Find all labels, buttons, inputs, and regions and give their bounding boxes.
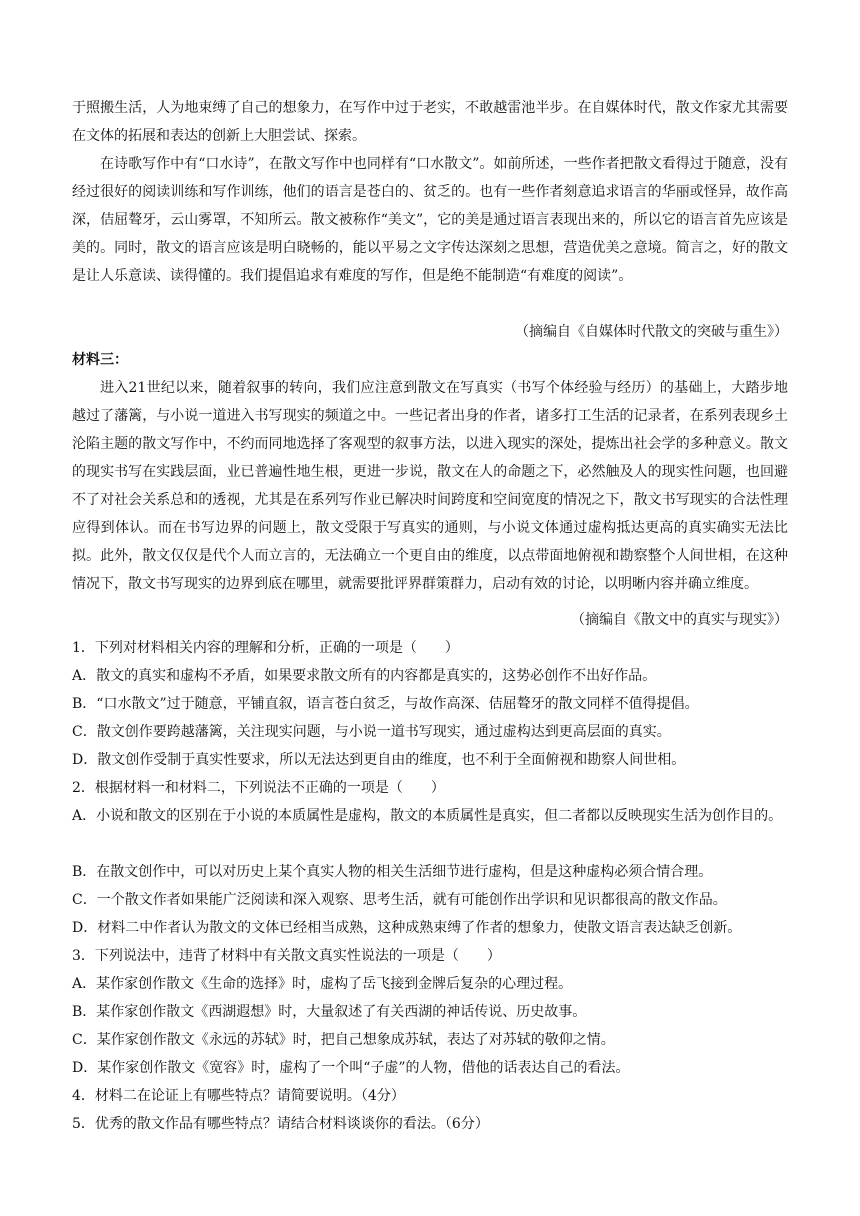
- question-3-option-b: B．某作家创作散文《西湖遐想》时，大量叙述了有关西湖的神话传说、历史故事。: [72, 1004, 587, 1020]
- question-5: 5．优秀的散文作品有哪些特点？请结合材料谈谈你的看法。（6分）: [72, 1116, 489, 1132]
- question-2-option-c: C．一个散文作者如果能广泛阅读和深入观察、思考生活，就有可能创作出学识和见识都很高的散文作品。: [72, 892, 727, 908]
- question-3-option-d: D．某作家创作散文《宽容》时，虚构了一个叫“子虚”的人物，借他的话表达自己的看法。: [72, 1060, 630, 1076]
- source-citation-3: （摘编自《散文中的真实与现实》）: [571, 612, 788, 628]
- question-1-option-d: D．散文创作受制于真实性要求，所以无法达到更自由的维度，也不利于全面俯视和勘察人间世相。: [72, 752, 686, 768]
- question-2-option-a: A．小说和散文的区别在于小说的本质属性是虚构，散文的本质属性是真实，但二者都以反映现实生活为创作目的。: [72, 808, 783, 824]
- paragraph-continuation: 于照搬生活，人为地束缚了自己的想象力，在写作中过于老实，不敢越雷池半步。在自媒体时代，散文作家尤其需要在文体的拓展和表达的创新上大胆尝试、探索。: [72, 100, 788, 144]
- question-1-option-a: A．散文的真实和虚构不矛盾，如果要求散文所有的内容都是真实的，这势必创作不出好作品。: [72, 668, 657, 684]
- question-4: 4．材料二在论证上有哪些特点？请简要说明。（4分）: [72, 1088, 405, 1104]
- question-3-option-c: C．某作家创作散文《永远的苏轼》时，把自己想象成苏轼，表达了对苏轼的敬仰之情。: [72, 1032, 615, 1048]
- question-3-option-a: A．某作家创作散文《生命的选择》时，虚构了岳飞接到金牌后复杂的心理过程。: [72, 976, 573, 992]
- question-2: 2．根据材料一和材料二，下列说法不正确的一项是（ ）: [72, 780, 445, 796]
- source-citation-2: （摘编自《自媒体时代散文的突破与重生》）: [515, 324, 788, 340]
- paragraph-material-three: 进入21世纪以来，随着叙事的转向，我们应注意到散文在写真实（书写个体经验与经历）的基础上，大踏步地越过了藩篱，与小说一道进入书写现实的频道之中。一些记者出身的作者，诸多打工生活的记录者，在系列表现乡土沦陷主题的散文写作中，不约而同地选择了客观型的叙事方法，以进入现实的深处，提炼出社会学的多种意义。散文的现实书写在实践层面，业已普遍性地生根，更进一步说，散文在人的命题之下，必然触及人的现实性问题，也回避不了对社会关系总和的透视，尤其是在系列写作业已解决时间跨度和空间宽度的情况之下，散文书写现实的合法性理应得到体认。而在书写边界的问题上，散文受限于写真实的通则，与小说文体通过虚构抵达更高的真实确实无法比拟。此外，散文仅仅是代个人而立言的，无法确立一个更自由的维度，以点带面地俯视和勘察整个人间世相，在这种情况下，散文书写现实的边界到底在哪里，就需要批评界群策群力，启动有效的讨论，以明晰内容并确立维度。: [72, 380, 788, 592]
- question-2-option-d: D．材料二中作者认为散文的文体已经相当成熟，这种成熟束缚了作者的想象力，使散文语言表达缺乏创新。: [72, 920, 742, 936]
- question-1-option-c: C．散文创作要跨越藩篱，关注现实问题，与小说一道书写现实，通过虚构达到更高层面的真实。: [72, 724, 671, 740]
- question-1-option-b: B．“口水散文”过于随意，平铺直叙，语言苍白贫乏，与故作高深、佶屈聱牙的散文同样不值得提倡。: [72, 696, 699, 712]
- material-three-heading: 材料三：: [72, 352, 128, 368]
- question-2-option-b: B．在散文创作中，可以对历史上某个真实人物的相关生活细节进行虚构，但是这种虚构必须合情合理。: [72, 864, 713, 880]
- paragraph-oral-prose: 在诗歌写作中有“口水诗”，在散文写作中也同样有“口水散文”。如前所述，一些作者把散文看得过于随意，没有经过很好的阅读训练和写作训练，他们的语言是苍白的、贫乏的。也有一些作者刻意追求语言的华丽或怪异，故作高深，佶屈聱牙，云山雾罩，不知所云。散文被称作“美文”，它的美是通过语言表现出来的，所以它的语言首先应该是美的。同时，散文的语言应该是明白晓畅的，能以平易之文字传达深刻之思想，营造优美之意境。简言之，好的散文是让人乐意读、读得懂的。我们提倡追求有难度的写作，但是绝不能制造“有难度的阅读”。: [72, 156, 788, 284]
- question-1: 1．下列对材料相关内容的理解和分析，正确的一项是（ ）: [72, 640, 459, 656]
- question-3: 3．下列说法中，违背了材料中有关散文真实性说法的一项是（ ）: [72, 948, 501, 964]
